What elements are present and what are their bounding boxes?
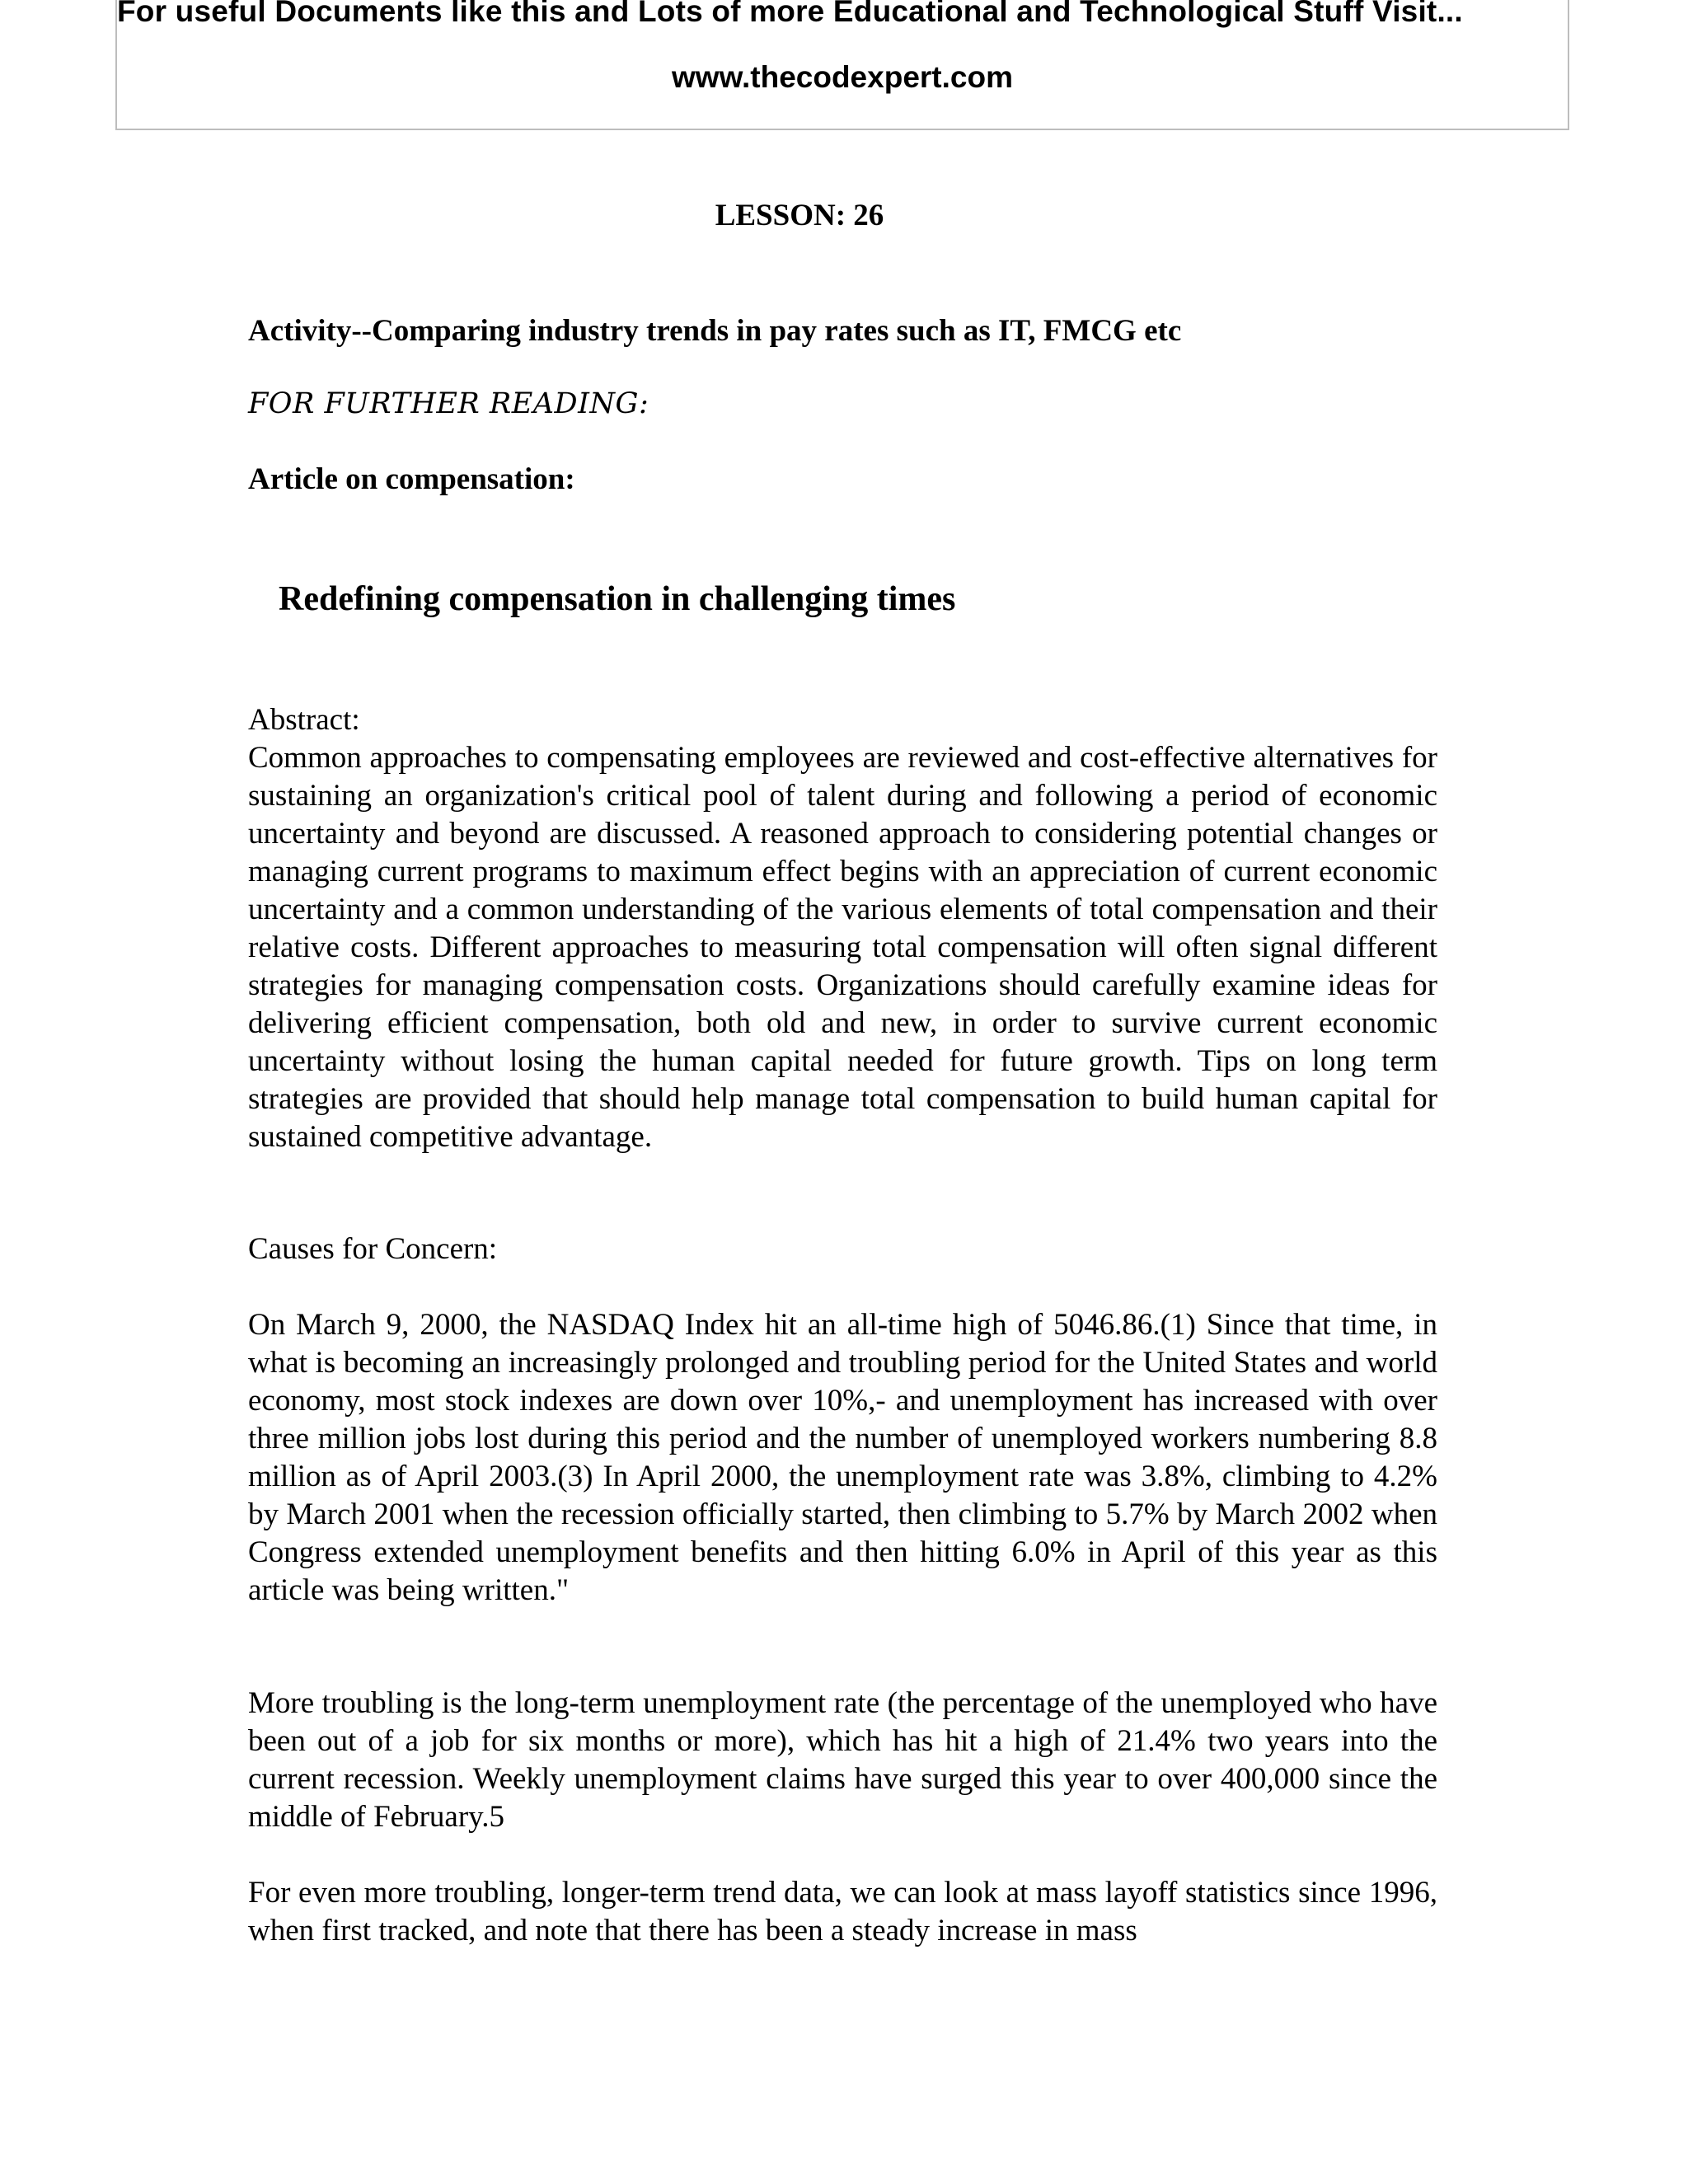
abstract-label: Abstract:	[248, 703, 360, 737]
banner-url[interactable]: www.thecodexpert.com	[672, 60, 1013, 94]
causes-paragraph-3: For even more troubling, longer-term trend data, we can look at mass layoff statistics since 1996, when first tracked, and note that there has been a steady increase in mass	[248, 1876, 1437, 1947]
further-reading-label: FOR FURTHER READING:	[248, 387, 649, 420]
causes-paragraph-1: On March 9, 2000, the NASDAQ Index hit an all-time high of 5046.86.(1) Since that time, in what is becoming an increasingly prolonged and troubling period for the United States and world economy, most stock indexes are down over 10%,- and unemployment has increased with over three million jobs lost during this period and the number of unemployed workers numbering 8.8 million as of April 2003.(3) In April 2000, the unemployment rate was 3.8%, climbing to 4.2% by March 2001 when the recession officially started, then climbing to 5.7% by March 2002 when Congress extended unemployment benefits and then hitting 6.0% in April of this year as this article was being written."	[248, 1308, 1437, 1607]
activity-heading: Activity--Comparing industry trends in pay rates such as IT, FMCG etc	[248, 314, 1182, 348]
article-heading: Article on compensation:	[248, 462, 575, 496]
lesson-heading: LESSON: 26	[715, 199, 884, 232]
causes-label: Causes for Concern:	[248, 1232, 498, 1266]
promo-banner	[115, 0, 1569, 130]
article-title: Redefining compensation in challenging times	[279, 580, 956, 618]
causes-paragraph-2: More troubling is the long-term unemployment rate (the percentage of the unemployed who have been out of a job for six months or more), which has hit a high of 21.4% two years into the current recession. Weekly unemployment claims have surged this year to over 400,000 since the middle of February.5	[248, 1686, 1437, 1834]
abstract-paragraph: Common approaches to compensating employees are reviewed and cost-effective alternatives for sustaining an organization's critical pool of talent during and following a period of economic uncertainty and beyond are discussed. A reasoned approach to considering potential changes or managing current programs to maximum effect begins with an appreciation of current economic uncertainty and a common understanding of the various elements of total compensation and their relative costs. Different approaches to measuring total compensation will often signal different strategies for managing compensation costs. Organizations should carefully examine ideas for delivering efficient compensation, both old and new, in order to survive current economic uncertainty without losing the human capital needed for future growth. Tips on long term strategies are provided that should help manage total compensation to build human capital for sustained competitive advantage.	[248, 741, 1437, 1154]
banner-text: For useful Documents like this and Lots of more Educational and Technological Stuff Visit...	[117, 0, 1463, 28]
